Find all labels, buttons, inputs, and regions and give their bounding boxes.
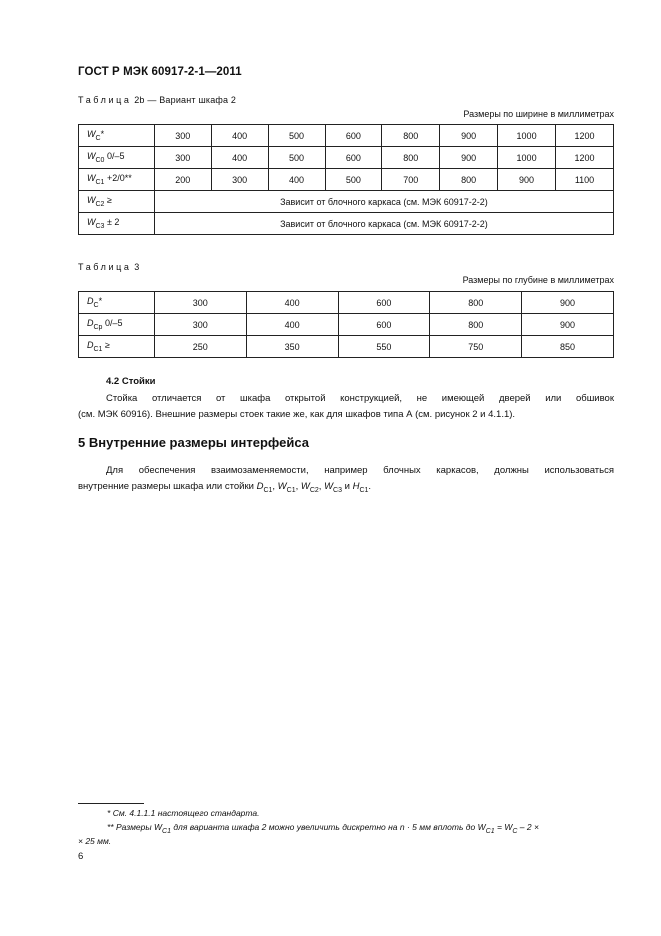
- table-row: [79, 125, 614, 147]
- table-cell: 900: [522, 314, 614, 336]
- symbol-suffix: +2/0**: [104, 173, 132, 183]
- section-4-2-paragraph: [78, 391, 614, 423]
- section-5-symbol-list: [257, 481, 372, 492]
- table-span-cell: Зависит от блочного каркаса (см. МЭК 60917-2-2): [154, 191, 613, 213]
- table-row: [79, 314, 614, 336]
- table-cell: 800: [382, 125, 440, 147]
- table-3: [78, 291, 614, 358]
- symbol-letter: D: [87, 318, 94, 328]
- footnote-2-symbol-1: $W_{C1}$: [153, 822, 171, 835]
- table-cell: 300: [211, 169, 268, 191]
- symbol-letter: W: [87, 195, 96, 205]
- footnote-2-symbol-2: $W_{C1}$: [477, 822, 495, 835]
- footnote-2-mark: **: [107, 822, 114, 832]
- table-cell: 800: [430, 314, 522, 336]
- symbol-letter: H: [352, 481, 360, 492]
- dimension-symbol: [353, 481, 371, 492]
- symbol-letter: D: [87, 296, 94, 306]
- table-2b-caption-word: Таблица: [78, 95, 132, 105]
- symbol-letter: W: [87, 217, 96, 227]
- symbol-separator: ,: [318, 481, 325, 492]
- symbol-separator: ,: [295, 481, 301, 492]
- table-cell: 900: [522, 292, 614, 314]
- table-cell: 800: [382, 147, 440, 169]
- table-cell: 300: [154, 314, 246, 336]
- page-number: 6: [78, 851, 84, 862]
- symbol-separator: .: [368, 481, 372, 492]
- footnote-2-text-d: – 2 ×: [519, 822, 539, 832]
- row-header-cell: [79, 314, 155, 336]
- table-cell: 900: [440, 125, 498, 147]
- footnote-2-symbol-3: $W_C$: [504, 822, 518, 835]
- table-cell: 300: [154, 147, 211, 169]
- symbol-subscript: C0: [95, 157, 105, 164]
- row-header-cell: [79, 147, 155, 169]
- table-cell: 900: [498, 169, 556, 191]
- symbol-subscript: C2: [95, 201, 105, 208]
- table-3-caption-text: 3: [134, 262, 140, 272]
- table-cell: 500: [268, 147, 325, 169]
- table-2b: [78, 124, 614, 235]
- table-cell: 400: [211, 147, 268, 169]
- symbol-letter: W: [87, 151, 96, 161]
- footnote-2-text-c: =: [496, 822, 502, 832]
- table-cell: 400: [268, 169, 325, 191]
- dimension-symbol: [278, 481, 301, 492]
- table-3-caption-word: Таблица: [78, 262, 132, 272]
- table-row: [79, 169, 614, 191]
- symbol-letter: W: [277, 481, 287, 492]
- footnote-2-text-a: Размеры: [116, 822, 152, 832]
- table-cell: 750: [430, 336, 522, 358]
- table-cell: 600: [338, 314, 430, 336]
- section-4-2-heading: 4.2 Стойки: [106, 376, 156, 387]
- symbol-subscript: C3: [333, 487, 342, 494]
- section-5-paragraph: [78, 463, 614, 499]
- footnote-2: [107, 820, 617, 839]
- symbol-subscript: C2: [309, 487, 319, 494]
- row-header-cell: [79, 336, 155, 358]
- symbol-letter: W: [87, 173, 96, 183]
- table-cell: 700: [382, 169, 440, 191]
- table-cell: 800: [440, 169, 498, 191]
- section-5-heading: 5 Внутренние размеры интерфейса: [78, 435, 309, 450]
- symbol-letter: W: [324, 481, 334, 492]
- symbol-suffix: *: [98, 296, 103, 306]
- symbol-subscript: C3: [95, 223, 105, 230]
- footnote-2-text-b: для варианта шкафа 2 можно увеличить дискретно на n · 5 мм вплоть до: [173, 822, 476, 832]
- table-cell: 300: [154, 125, 211, 147]
- table-cell: 250: [154, 336, 246, 358]
- symbol-letter: D: [256, 481, 264, 492]
- document-header: ГОСТ Р МЭК 60917-2-1—2011: [78, 66, 242, 78]
- dimension-symbol: [257, 481, 278, 492]
- table-cell: 1200: [556, 147, 614, 169]
- table-cell: 600: [338, 292, 430, 314]
- row-header-cell: [79, 169, 155, 191]
- row-header-cell: [79, 191, 155, 213]
- symbol-suffix: *: [100, 129, 105, 139]
- table-cell: 400: [246, 292, 338, 314]
- table-3-caption: [78, 262, 139, 272]
- footnote-1-mark: *: [107, 808, 111, 818]
- table-cell: 600: [325, 125, 382, 147]
- table-cell: 350: [246, 336, 338, 358]
- dimension-symbol: [301, 481, 324, 492]
- table-row: [79, 147, 614, 169]
- table-2b-caption-text: 2b — Вариант шкафа 2: [134, 95, 237, 105]
- row-header-cell: [79, 292, 155, 314]
- table-cell: 500: [325, 169, 382, 191]
- table-row: [79, 191, 614, 213]
- table-span-cell: Зависит от блочного каркаса (см. МЭК 60917-2-2): [154, 213, 613, 235]
- section-4-2-line-2: (см. МЭК 60916). Внешние размеры стоек такие же, как для шкафов типа А (см. рисунок 2 и 4.1.1).: [78, 409, 516, 420]
- table-cell: 300: [154, 292, 246, 314]
- symbol-subscript: C1: [93, 346, 103, 353]
- footnote-2-line-2: × 25 мм.: [78, 836, 112, 846]
- footnote-divider: [78, 803, 144, 804]
- table-cell: 200: [154, 169, 211, 191]
- table-cell: 400: [246, 314, 338, 336]
- table-cell: 1000: [498, 125, 556, 147]
- section-5-line-2-prefix: внутренние размеры шкафа или стойки: [78, 481, 254, 492]
- table-cell: 1100: [556, 169, 614, 191]
- symbol-separator: и: [342, 481, 353, 492]
- symbol-letter: D: [87, 340, 94, 350]
- table-row: [79, 292, 614, 314]
- table-row: [79, 213, 614, 235]
- row-header-cell: [79, 213, 155, 235]
- section-4-2-line-1: Стойка отличается от шкафа открытой конструкцией, не имеющей дверей или обшивок: [106, 393, 614, 404]
- symbol-suffix: 0/–5: [104, 151, 125, 161]
- symbol-suffix: 0/–5: [102, 318, 123, 328]
- symbol-separator: ,: [272, 481, 278, 492]
- symbol-subscript: C: [95, 135, 101, 142]
- symbol-letter: W: [300, 481, 310, 492]
- table-cell: 600: [325, 147, 382, 169]
- symbol-letter: W: [87, 129, 96, 139]
- table-cell: 550: [338, 336, 430, 358]
- table-cell: 400: [211, 125, 268, 147]
- row-header-cell: [79, 125, 155, 147]
- table-cell: 1000: [498, 147, 556, 169]
- symbol-suffix: ± 2: [104, 217, 120, 227]
- table-2b-caption: [78, 95, 236, 105]
- table-cell: 850: [522, 336, 614, 358]
- footnote-1-text: См. 4.1.1.1 настоящего стандарта.: [112, 808, 260, 818]
- symbol-subscript: Cp: [93, 324, 103, 331]
- table-2b-units: Размеры по ширине в миллиметрах: [463, 109, 614, 119]
- dimension-symbol: [324, 481, 353, 492]
- footnote-1: [107, 806, 259, 820]
- table-cell: 900: [440, 147, 498, 169]
- section-5-line-2: [78, 479, 614, 499]
- table-3-units: Размеры по глубине в миллиметрах: [462, 275, 614, 285]
- table-cell: 500: [268, 125, 325, 147]
- table-cell: 800: [430, 292, 522, 314]
- section-5-line-1: Для обеспечения взаимозаменяемости, например блочных каркасов, должны использоваться: [106, 465, 614, 476]
- symbol-suffix: ≥: [102, 340, 110, 350]
- symbol-subscript: C1: [359, 487, 369, 494]
- symbol-subscript: C1: [95, 179, 105, 186]
- symbol-subscript: C1: [263, 487, 273, 494]
- table-row: [79, 336, 614, 358]
- symbol-subscript: C: [93, 302, 99, 309]
- symbol-subscript: C1: [286, 487, 296, 494]
- table-cell: 1200: [556, 125, 614, 147]
- symbol-suffix: ≥: [104, 195, 112, 205]
